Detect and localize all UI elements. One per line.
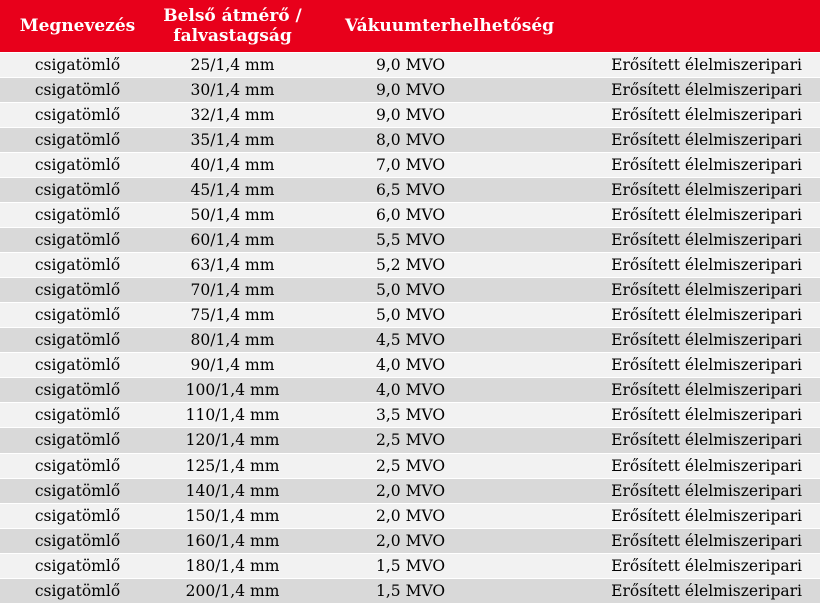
table-row: [0, 553, 820, 578]
cell-type: Erősített élelmiszeripari: [560, 478, 820, 503]
cell-type: Erősített élelmiszeripari: [560, 128, 820, 153]
cell-name: csigatömlő: [0, 153, 155, 178]
cell-vacuum: 4,0 MVO: [310, 353, 560, 378]
cell-vacuum: 9,0 MVO: [310, 103, 560, 128]
cell-name: csigatömlő: [0, 303, 155, 328]
cell-type: Erősített élelmiszeripari: [560, 153, 820, 178]
table-row: [0, 378, 820, 403]
cell-name: csigatömlő: [0, 553, 155, 578]
cell-vacuum: 9,0 MVO: [310, 53, 560, 78]
cell-diameter: 25/1,4 mm: [155, 53, 310, 78]
cell-name: csigatömlő: [0, 128, 155, 153]
header-name: Megnevezés: [0, 0, 155, 53]
cell-diameter: 120/1,4 mm: [155, 428, 310, 453]
cell-name: csigatömlő: [0, 178, 155, 203]
cell-diameter: 140/1,4 mm: [155, 478, 310, 503]
table-header: [0, 0, 820, 53]
table-row: [0, 228, 820, 253]
header-type: [560, 0, 820, 53]
cell-type: Erősített élelmiszeripari: [560, 403, 820, 428]
cell-diameter: 180/1,4 mm: [155, 553, 310, 578]
cell-name: csigatömlő: [0, 53, 155, 78]
cell-name: csigatömlő: [0, 578, 155, 603]
cell-type: Erősített élelmiszeripari: [560, 428, 820, 453]
table-row: [0, 128, 820, 153]
cell-vacuum: 5,2 MVO: [310, 253, 560, 278]
cell-type: Erősített élelmiszeripari: [560, 78, 820, 103]
table-row: [0, 53, 820, 78]
cell-type: Erősített élelmiszeripari: [560, 303, 820, 328]
table-body: [0, 53, 820, 604]
cell-type: Erősített élelmiszeripari: [560, 278, 820, 303]
cell-name: csigatömlő: [0, 353, 155, 378]
cell-diameter: 32/1,4 mm: [155, 103, 310, 128]
cell-type: Erősített élelmiszeripari: [560, 253, 820, 278]
cell-diameter: 45/1,4 mm: [155, 178, 310, 203]
table-row: [0, 178, 820, 203]
cell-type: Erősített élelmiszeripari: [560, 378, 820, 403]
cell-name: csigatömlő: [0, 428, 155, 453]
cell-vacuum: 9,0 MVO: [310, 78, 560, 103]
cell-vacuum: 1,5 MVO: [310, 578, 560, 603]
cell-name: csigatömlő: [0, 528, 155, 553]
cell-vacuum: 5,0 MVO: [310, 303, 560, 328]
cell-type: Erősített élelmiszeripari: [560, 578, 820, 603]
table-row: [0, 453, 820, 478]
cell-vacuum: 5,0 MVO: [310, 278, 560, 303]
cell-diameter: 60/1,4 mm: [155, 228, 310, 253]
cell-type: Erősített élelmiszeripari: [560, 503, 820, 528]
cell-type: Erősített élelmiszeripari: [560, 228, 820, 253]
cell-vacuum: 7,0 MVO: [310, 153, 560, 178]
table-row: [0, 478, 820, 503]
cell-type: Erősített élelmiszeripari: [560, 203, 820, 228]
table-row: [0, 503, 820, 528]
cell-diameter: 90/1,4 mm: [155, 353, 310, 378]
table-row: [0, 253, 820, 278]
table-row: [0, 203, 820, 228]
table-row: [0, 103, 820, 128]
cell-diameter: 75/1,4 mm: [155, 303, 310, 328]
cell-vacuum: 2,5 MVO: [310, 453, 560, 478]
cell-type: Erősített élelmiszeripari: [560, 53, 820, 78]
cell-vacuum: 4,0 MVO: [310, 378, 560, 403]
cell-diameter: 160/1,4 mm: [155, 528, 310, 553]
cell-type: Erősített élelmiszeripari: [560, 178, 820, 203]
table-row: [0, 403, 820, 428]
cell-diameter: 100/1,4 mm: [155, 378, 310, 403]
cell-vacuum: 2,5 MVO: [310, 428, 560, 453]
cell-diameter: 35/1,4 mm: [155, 128, 310, 153]
cell-diameter: 125/1,4 mm: [155, 453, 310, 478]
cell-diameter: 80/1,4 mm: [155, 328, 310, 353]
table-row: [0, 328, 820, 353]
cell-name: csigatömlő: [0, 103, 155, 128]
table-row: [0, 353, 820, 378]
table-row: [0, 303, 820, 328]
cell-diameter: 50/1,4 mm: [155, 203, 310, 228]
cell-type: Erősített élelmiszeripari: [560, 328, 820, 353]
cell-type: Erősített élelmiszeripari: [560, 353, 820, 378]
cell-vacuum: 5,5 MVO: [310, 228, 560, 253]
cell-vacuum: 6,5 MVO: [310, 178, 560, 203]
cell-diameter: 200/1,4 mm: [155, 578, 310, 603]
cell-diameter: 30/1,4 mm: [155, 78, 310, 103]
cell-type: Erősített élelmiszeripari: [560, 453, 820, 478]
cell-diameter: 40/1,4 mm: [155, 153, 310, 178]
table-row: [0, 153, 820, 178]
cell-vacuum: 2,0 MVO: [310, 503, 560, 528]
cell-vacuum: 1,5 MVO: [310, 553, 560, 578]
cell-name: csigatömlő: [0, 403, 155, 428]
table-row: [0, 78, 820, 103]
cell-name: csigatömlő: [0, 78, 155, 103]
header-diameter: Belső átmérő / falvastagság: [155, 0, 310, 53]
header-vacuum: Vákuumterhelhetőség: [310, 0, 560, 53]
cell-vacuum: 8,0 MVO: [310, 128, 560, 153]
cell-type: Erősített élelmiszeripari: [560, 553, 820, 578]
cell-name: csigatömlő: [0, 203, 155, 228]
cell-diameter: 150/1,4 mm: [155, 503, 310, 528]
cell-vacuum: 4,5 MVO: [310, 328, 560, 353]
cell-type: Erősített élelmiszeripari: [560, 103, 820, 128]
table-row: [0, 578, 820, 603]
cell-vacuum: 2,0 MVO: [310, 528, 560, 553]
cell-vacuum: 3,5 MVO: [310, 403, 560, 428]
cell-name: csigatömlő: [0, 228, 155, 253]
cell-type: Erősített élelmiszeripari: [560, 528, 820, 553]
table-row: [0, 428, 820, 453]
header-row: [0, 0, 820, 53]
cell-name: csigatömlő: [0, 328, 155, 353]
cell-name: csigatömlő: [0, 453, 155, 478]
cell-name: csigatömlő: [0, 278, 155, 303]
cell-vacuum: 6,0 MVO: [310, 203, 560, 228]
table-row: [0, 528, 820, 553]
table-row: [0, 278, 820, 303]
cell-name: csigatömlő: [0, 378, 155, 403]
cell-name: csigatömlő: [0, 478, 155, 503]
cell-name: csigatömlő: [0, 503, 155, 528]
cell-vacuum: 2,0 MVO: [310, 478, 560, 503]
cell-diameter: 70/1,4 mm: [155, 278, 310, 303]
cell-diameter: 110/1,4 mm: [155, 403, 310, 428]
cell-name: csigatömlő: [0, 253, 155, 278]
cell-diameter: 63/1,4 mm: [155, 253, 310, 278]
